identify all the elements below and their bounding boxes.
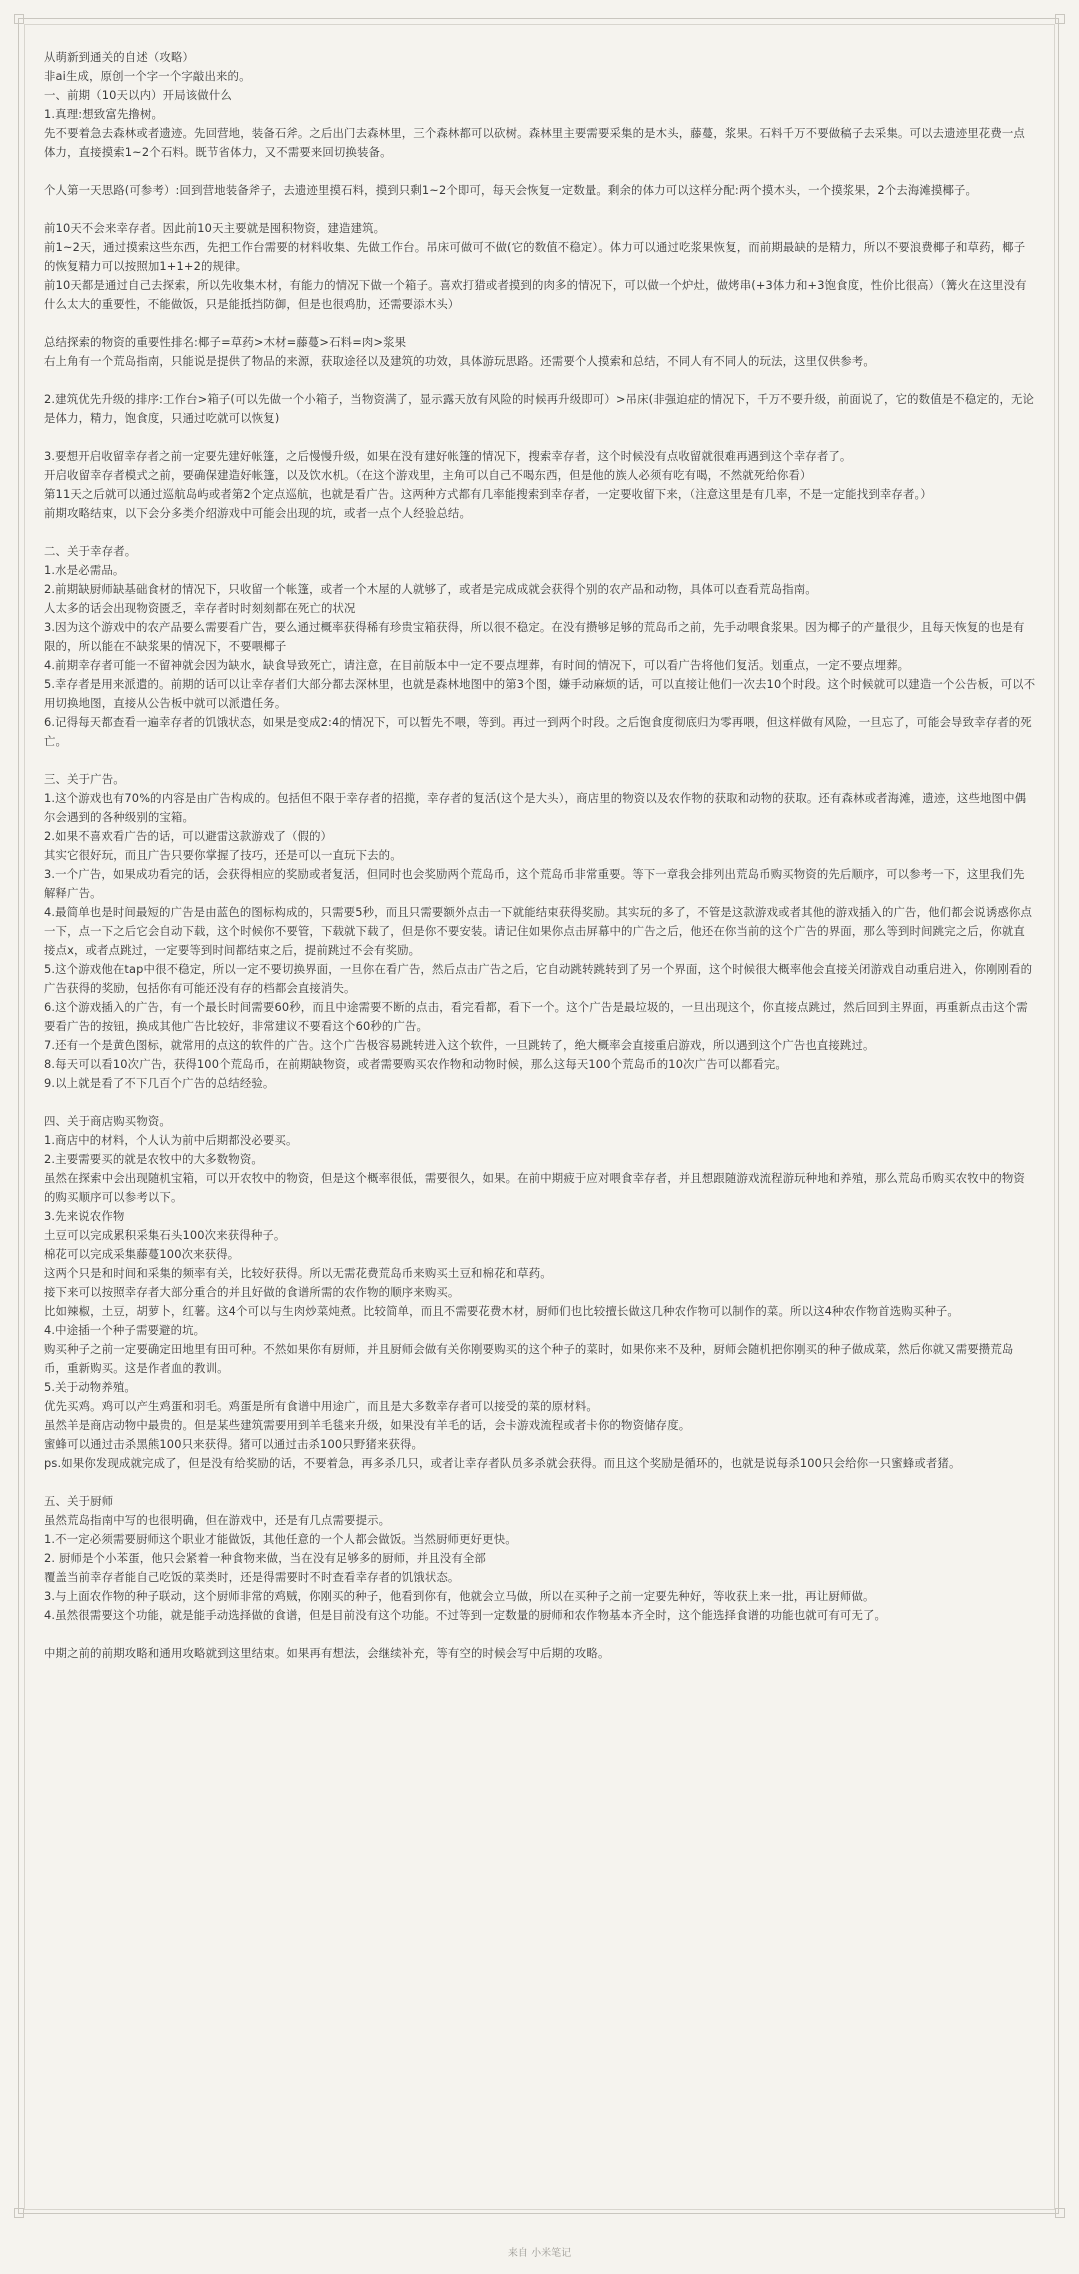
text-paragraph: 一、前期（10天以内）开局该做什么 [44,88,232,102]
text-paragraph: 前期攻略结束，以下会分多类介绍游戏中可能会出现的坑，或者一点个人经验总结。 [44,506,472,520]
note-body[interactable] [44,48,1036,1663]
text-paragraph: 虽然羊是商店动物中最贵的。但是某些建筑需要用到羊毛毯来升级，如果没有羊毛的话，会卡游戏流程或者卡你的物资储存度。 [44,1418,691,1432]
text-paragraph: 棉花可以完成采集藤蔓100次来获得。 [44,1247,240,1261]
corner-ornament [1055,2208,1065,2218]
blank-line [44,751,1036,770]
text-paragraph: 7.还有一个是黄色图标，就常用的点这的软件的广告。这个广告极容易跳转进入这个软件，一旦跳转了，绝大概率会直接重启游戏，所以遇到这个广告也直接跳过。 [44,1038,875,1052]
text-paragraph: 虽然在探索中会出现随机宝箱，可以开农牧中的物资，但是这个概率很低，需要很久，如果。在前中期疲于应对喂食幸存者，并且想跟随游戏流程游玩种地和养殖，那么荒岛币购买农牧中的物资的购买顺序可以参考以下。 [44,1171,1025,1204]
text-paragraph: 1.水是必需品。 [44,563,125,577]
text-paragraph: 4.中途插一个种子需要避的坑。 [44,1323,206,1337]
text-paragraph: 接下来可以按照幸存者大部分重合的并且好做的食谱所需的农作物的顺序来购买。 [44,1285,460,1299]
blank-line [44,1625,1036,1644]
text-paragraph: 覆盖当前幸存者能自己吃饭的菜类时，还是得需要时不时查看幸存者的饥饿状态。 [44,1570,460,1584]
text-paragraph: 8.每天可以看10次广告，获得100个荒岛币，在前期缺物资，或者需要购买农作物和动物时候，那么这每天100个荒岛币的10次广告可以都看完。 [44,1057,787,1071]
text-paragraph: 3.一个广告，如果成功看完的话，会获得相应的奖励或者复活，但同时也会奖励两个荒岛币，这个荒岛币非常重要。等下一章我会排列出荒岛币购买物资的先后顺序，可以参考一下，这里我们先解释广告。 [44,867,1025,900]
text-paragraph: 右上角有一个荒岛指南，只能说是提供了物品的来源，获取途径以及建筑的功效，具体游玩思路。还需要个人摸索和总结，不同人有不同人的玩法，这里仅供参考。 [44,354,875,368]
text-paragraph: 4.虽然很需要这个功能，就是能手动选择做的食谱，但是目前没有这个功能。不过等到一定数量的厨师和农作物基本齐全时，这个能选择食谱的功能也就可有可无了。 [44,1608,887,1622]
blank-line [44,200,1036,219]
corner-ornament [14,2208,24,2218]
text-paragraph: 1.商店中的材料，个人认为前中后期都没必要买。 [44,1133,298,1147]
text-paragraph: 从萌新到通关的自述（攻略） [44,50,195,64]
text-paragraph: 购买种子之前一定要确定田地里有田可种。不然如果你有厨师，并且厨师会做有关你刚要购买的这个种子的菜时，如果你来不及种，厨师会随机把你刚买的种子做成菜，然后你就又需要攒荒岛币，重新购买。这是作者血的教训。 [44,1342,1014,1375]
text-paragraph: 非ai生成，原创一个字一个字敲出来的。 [44,69,251,83]
text-paragraph: 3.先来说农作物 [44,1209,125,1223]
text-paragraph: 个人第一天思路(可参考）:回到营地装备斧子，去遗迹里摸石料，摸到只剩1~2个即可，每天会恢复一定数量。剩余的体力可以这样分配:两个摸木头，一个摸浆果，2个去海滩摸椰子。 [44,183,978,197]
text-paragraph: 1.真理:想致富先撸树。 [44,107,164,121]
text-paragraph: 其实它很好玩，而且广告只要你掌握了技巧，还是可以一直玩下去的。 [44,848,402,862]
text-paragraph: ps.如果你发现成就完成了，但是没有给奖励的话，不要着急，再多杀几只，或者让幸存者队员多杀就会获得。而且这个奖励是循环的，也就是说每杀100只会给你一只蜜蜂或者猪。 [44,1456,961,1470]
text-paragraph: 5.关于动物养殖。 [44,1380,136,1394]
text-paragraph: 6.这个游戏插入的广告，有一个最长时间需要60秒，而且中途需要不断的点击，看完看都，看下一个。这个广告是最垃圾的，一旦出现这个，你直接点跳过，然后回到主界面，再重新点击这个需要看广告的按钮，换成其他广告比较好，非常建议不要看这个60秒的广告。 [44,1000,1028,1033]
text-paragraph: 2.主要需要买的就是农牧中的大多数物资。 [44,1152,263,1166]
corner-ornament [1055,14,1065,24]
text-paragraph: 4.最简单也是时间最短的广告是由蓝色的图标构成的，只需要5秒，而且只需要额外点击一下就能结束获得奖励。其实玩的多了，不管是这款游戏或者其他的游戏插入的广告，他们都会说诱惑你点一下，点一下之后它会自动下载，这个时候你不要管，下载就下载了，但是你不要安装。请记住如果你点击屏幕中的广告之后，他还在你当前的这个广告的界面，那么等到时间跳完之后，你就直接点x，或者点跳过，一定要等到时间都结束之后，提前跳过不会有奖励。 [44,905,1032,957]
text-paragraph: 优先买鸡。鸡可以产生鸡蛋和羽毛。鸡蛋是所有食谱中用途广，而且是大多数幸存者可以接受的菜的原材料。 [44,1399,598,1413]
text-paragraph: 人太多的话会出现物资匮乏，幸存者时时刻刻都在死亡的状况 [44,601,356,615]
blank-line [44,523,1036,542]
text-paragraph: 4.前期幸存者可能一不留神就会因为缺水，缺食导致死亡，请注意，在目前版本中一定不要点埋葬，有时间的情况下，可以看广告将他们复活。划重点，一定不要点埋葬。 [44,658,910,672]
text-paragraph: 前10天不会来幸存者。因此前10天主要就是囤积物资，建造建筑。 [44,221,386,235]
text-paragraph: 3.因为这个游戏中的农产品要么需要看广告，要么通过概率获得稀有珍贵宝箱获得，所以很不稳定。在没有攒够足够的荒岛币之前，先手动喂食浆果。因为椰子的产量很少，且每天恢复的也是有限的，所以能在不缺浆果的情况下，不要喂椰子 [44,620,1025,653]
text-paragraph: 5.幸存者是用来派遣的。前期的话可以让幸存者们大部分都去深林里，也就是森林地图中的第3个图，嫌手动麻烦的话，可以直接让他们一次去10个时段。这个时候就可以建造一个公告板，可以不用切换地图，直接从公告板中就可以派遣任务。 [44,677,1036,710]
text-paragraph: 前1~2天，通过摸索这些东西，先把工作台需要的材料收集、先做工作台。吊床可做可不做(它的数值不稳定）。体力可以通过吃浆果恢复，而前期最缺的是精力，所以不要浪费椰子和草药，椰子的恢复精力可以按照加1+1+2的规律。 [44,240,1026,273]
source-footer: 来自 小米笔记 [507,2248,572,2259]
blank-line [44,162,1036,181]
blank-line [44,1093,1036,1112]
text-paragraph: 第11天之后就可以通过巡航岛屿或者第2个定点巡航，也就是看广告。这两种方式都有几率能搜索到幸存者，一定要收留下来，（注意这里是有几率，不是一定能找到幸存者。） [44,487,932,501]
text-paragraph: 这两个只是和时间和采集的频率有关，比较好获得。所以无需花费荒岛币来购买土豆和棉花和草药。 [44,1266,552,1280]
text-paragraph: 先不要着急去森林或者遗迹。先回营地，装备石斧。之后出门去森林里，三个森林都可以砍树。森林里主要需要采集的是木头，藤蔓，浆果。石料千万不要做稿子去采集。可以去遗迹里花费一点体力，直接摸索1~2个石料。既节省体力，又不需要来回切换装备。 [44,126,1025,159]
text-paragraph: 2.前期缺厨师缺基础食材的情况下，只收留一个帐篷，或者一个木屋的人就够了，或者是完成成就会获得个别的农产品和动物，具体可以查看荒岛指南。 [44,582,817,596]
text-paragraph: 2. 厨师是个小苯蛋，他只会紧着一种食物来做，当在没有足够多的厨师，并且没有全部 [44,1551,486,1565]
text-paragraph: 虽然荒岛指南中写的也很明确，但在游戏中，还是有几点需要提示。 [44,1513,391,1527]
blank-line [44,371,1036,390]
text-paragraph: 中期之前的前期攻略和通用攻略就到这里结束。如果再有想法，会继续补充，等有空的时候会写中后期的攻略。 [44,1646,610,1660]
text-paragraph: 二、关于幸存者。 [44,544,137,558]
text-paragraph: 1.不一定必须需要厨师这个职业才能做饭，其他任意的一个人都会做饭。当然厨师更好更快。 [44,1532,517,1546]
text-paragraph: 3.要想开启收留幸存者之前一定要先建好帐篷，之后慢慢升级，如果在没有建好帐篷的情况下，搜索幸存者，这个时候没有点收留就很难再遇到这个幸存者了。 [44,449,852,463]
text-paragraph: 四、关于商店购买物资。 [44,1114,171,1128]
text-paragraph: 5.这个游戏他在tap中很不稳定，所以一定不要切换界面，一旦你在看广告，然后点击广告之后，它自动跳转跳转到了另一个界面，这个时候很大概率他会直接关闭游戏自动重启进入，你刚刚看的广告获得的奖励，包括你有可能还没有存的档都会直接消失。 [44,962,1033,995]
text-paragraph: 9.以上就是看了不下几百个广告的总结经验。 [44,1076,275,1090]
text-paragraph: 6.记得每天都查看一遍幸存者的饥饿状态，如果是变成2:4的情况下，可以暂先不喂，等到。再过一到两个时段。之后饱食度彻底归为零再喂，但这样做有风险，一旦忘了，可能会导致幸存者的死亡。 [44,715,1032,748]
corner-ornament [14,14,24,24]
blank-line [44,314,1036,333]
text-paragraph: 土豆可以完成累积采集石头100次来获得种子。 [44,1228,286,1242]
text-paragraph: 开启收留幸存者模式之前，要确保建造好帐篷，以及饮水机。（在这个游戏里，主角可以自己不喝东西，但是他的族人必须有吃有喝，不然就死给你看） [44,468,812,482]
blank-line [44,428,1036,447]
text-paragraph: 蜜蜂可以通过击杀黑熊100只来获得。猪可以通过击杀100只野猪来获得。 [44,1437,424,1451]
text-paragraph: 2.如果不喜欢看广告的话，可以避雷这款游戏了（假的） [44,829,333,843]
text-paragraph: 1.这个游戏也有70%的内容是由广告构成的。包括但不限于幸存者的招揽，幸存者的复活(这个是大头），商店里的物资以及农作物的获取和动物的获取。还有森林或者海滩，遗迹，这些地图中偶尔会遇到的各种级别的宝箱。 [44,791,1027,824]
text-paragraph: 总结探索的物资的重要性排名:椰子=草药>木材=藤蔓>石料=肉>浆果 [44,335,407,349]
text-paragraph: 2.建筑优先升级的排序:工作台>箱子(可以先做一个小箱子，当物资满了，显示露天放有风险的时候再升级即可）>吊床(非强迫症的情况下，千万不要升级，前面说了，它的数值是不稳定的，无论是体力，精力，饱食度，只通过吃就可以恢复) [44,392,1035,425]
text-paragraph: 前10天都是通过自己去探索，所以先收集木材，有能力的情况下做一个箱子。喜欢打猎或者摸到的肉多的情况下，可以做一个炉灶，做烤串(+3体力和+3饱食度，性价比很高）（篝火在这里没有什么太大的重要性，不能做饭，只是能抵挡防御，但是也很鸡肋，还需要添木头） [44,278,1027,311]
text-paragraph: 三、关于广告。 [44,772,125,786]
text-paragraph: 比如辣椒，土豆，胡萝卜，红薯。这4个可以与生肉炒菜炖煮。比较简单，而且不需要花费木材，厨师们也比较擅长做这几种农作物可以制作的菜。所以这4种农作物首选购买种子。 [44,1304,959,1318]
text-paragraph: 3.与上面农作物的种子联动，这个厨师非常的鸡贼，你刚买的种子，他看到你有，他就会立马做，所以在买种子之前一定要先种好，等收获上来一批，再让厨师做。 [44,1589,875,1603]
text-paragraph: 五、关于厨师 [44,1494,114,1508]
blank-line [44,1473,1036,1492]
